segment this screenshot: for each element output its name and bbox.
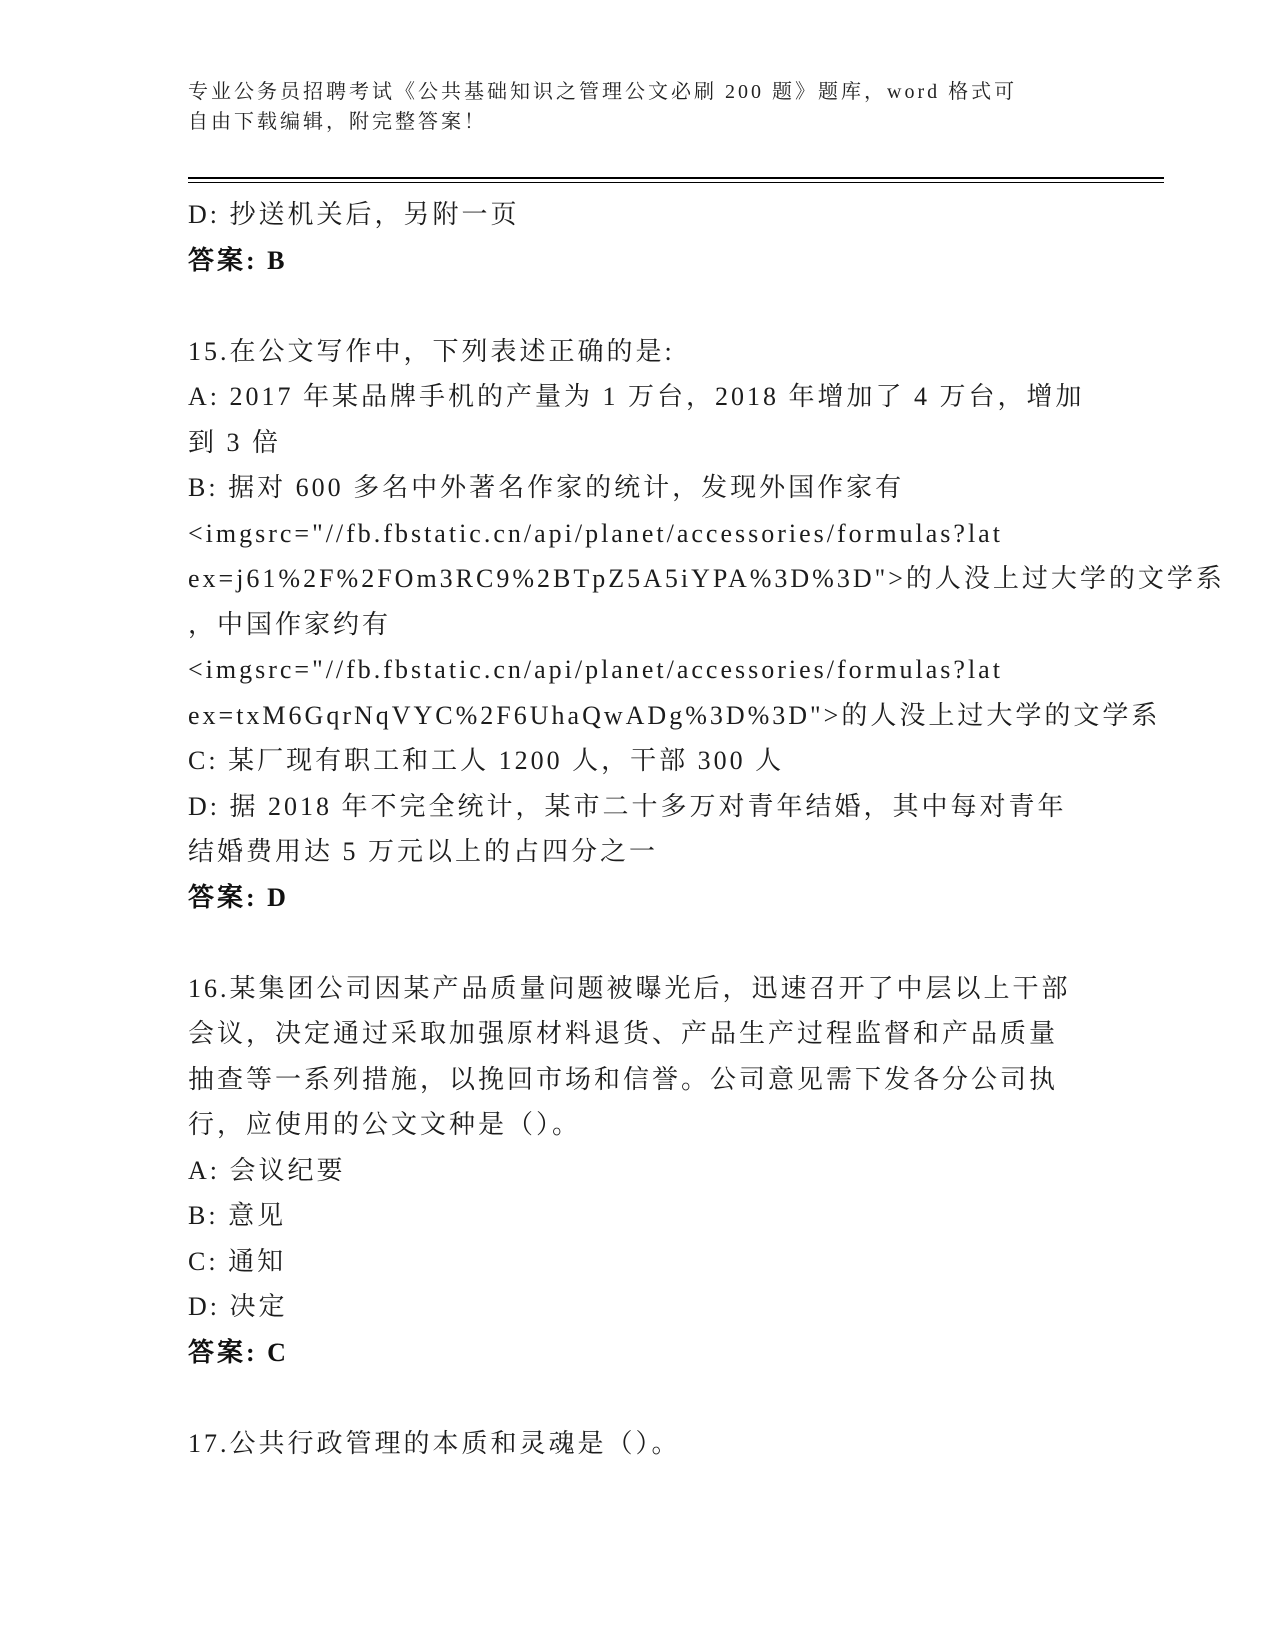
document-line: B: 据对 600 多名中外著名作家的统计，发现外国作家有 (188, 473, 905, 502)
document-line: 16.某集团公司因某产品质量问题被曝光后，迅速召开了中层以上干部 (188, 973, 1071, 1003)
document-line: D: 据 2018 年不完全统计，某市二十多万对青年结婚，其中每对青年 (188, 791, 1067, 821)
document-body (188, 192, 1225, 1466)
header-divider-double-rule (188, 177, 1164, 183)
document-line: ex=j61%2F%2FOm3RC9%2BTpZ5A5iYPA%3D%3D">的人没上过大学的文学系 (188, 564, 1225, 593)
document-line: 行，应使用的公文文种是（）。 (188, 1110, 582, 1139)
answer-line: 答案: D (188, 882, 289, 912)
answer-line: 答案: C (188, 1337, 289, 1367)
document-line: 会议，决定通过采取加强原材料退货、产品生产过程监督和产品质量 (188, 1019, 1059, 1048)
document-header (188, 77, 1164, 183)
document-line: A: 会议纪要 (188, 1155, 346, 1185)
answer-line: 答案: B (188, 245, 288, 275)
document-line: B: 意见 (188, 1201, 287, 1230)
document-content-column (188, 0, 1225, 1466)
blank-line (188, 1375, 1164, 1421)
header-text-line-1: 专业公务员招聘考试《公共基础知识之管理公文必刷 200 题》题库，word 格式可 (188, 81, 1018, 103)
document-line: 抽查等一系列措施，以挽回市场和信誉。公司意见需下发各分公司执 (188, 1064, 1059, 1094)
document-line: 结婚费用达 5 万元以上的占四分之一 (188, 837, 659, 866)
header-text-line-2: 自由下载编辑，附完整答案！ (188, 111, 487, 133)
document-line: D: 决定 (188, 1292, 288, 1321)
document-line: C: 通知 (188, 1246, 287, 1276)
document-line: <imgsrc="//fb.fbstatic.cn/api/planet/accessories/formulas?lat (188, 655, 1003, 684)
document-line: ex=txM6GqrNqVYC%2F6UhaQwADg%3D%3D">的人没上过大学的文学系 (188, 700, 1161, 730)
document-line: A: 2017 年某品牌手机的产量为 1 万台，2018 年增加了 4 万台，增加 (188, 382, 1085, 411)
document-line: 17.公共行政管理的本质和灵魂是（）。 (188, 1428, 681, 1458)
blank-line (188, 920, 1164, 966)
document-line: ，中国作家约有 (188, 609, 392, 639)
document-line: 到 3 倍 (188, 427, 282, 457)
document-line: 15.在公文写作中，下列表述正确的是: (188, 336, 675, 366)
document-line: <imgsrc="//fb.fbstatic.cn/api/planet/accessories/formulas?lat (188, 518, 1003, 548)
document-line: D: 抄送机关后，另附一页 (188, 200, 520, 229)
document-line: C: 某厂现有职工和工人 1200 人，干部 300 人 (188, 746, 785, 775)
blank-line (188, 283, 1164, 329)
